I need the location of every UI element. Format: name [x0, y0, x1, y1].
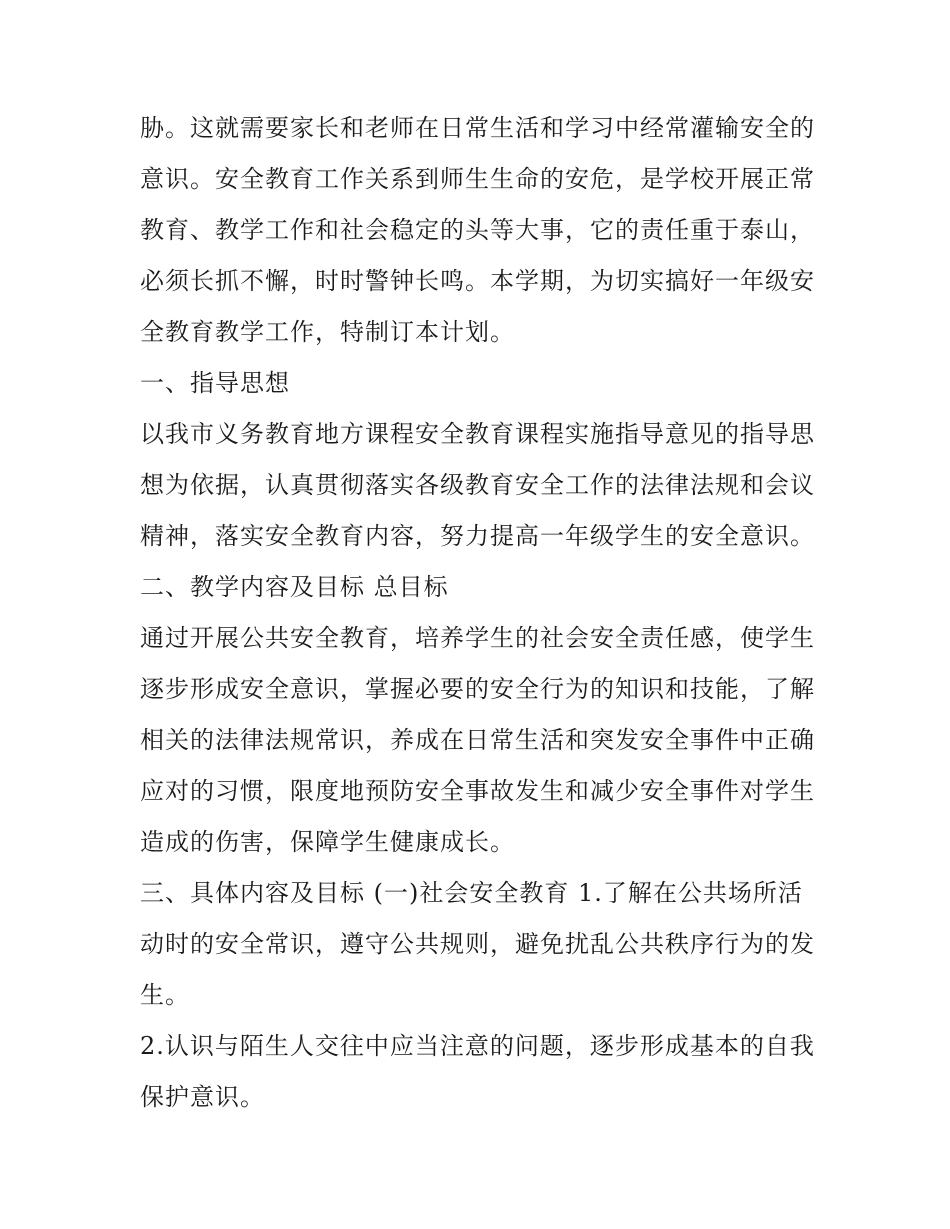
paragraph-guiding-ideology: 以我市义务教育地方课程安全教育课程实施指导意见的指导思想为依据，认真贯彻落实各级教育安全工作的法律法规和会议精神，落实安全教育内容，努力提高一年级学生的安全意识。 [140, 420, 815, 550]
paragraph-specific-content: 三、具体内容及目标 (一)社会安全教育 1.了解在公共场所活动时的安全常识，遵守公共规则，避免扰乱公共秩序行为的发生。 [140, 879, 815, 1009]
document-body [140, 103, 820, 1123]
paragraph-stranger-safety: 2.认识与陌生人交往中应当注意的问题，逐步形成基本的自我保护意识。 [140, 1032, 815, 1111]
paragraph-intro: 胁。这就需要家长和老师在日常生活和学习中经常灌输安全的意识。安全教育工作关系到师生生命的安危，是学校开展正常教育、教学工作和社会稳定的头等大事，它的责任重于泰山，必须长抓不懈，时时警钟长鸣。本学期，为切实搞好一年级安全教育教学工作，特制订本计划。 [140, 114, 815, 346]
heading-guiding-ideology: 一、指导思想 [140, 369, 290, 397]
heading-teaching-content: 二、教学内容及目标 总目标 [140, 573, 449, 601]
paragraph-overall-goals: 通过开展公共安全教育，培养学生的社会安全责任感，使学生逐步形成安全意识，掌握必要的安全行为的知识和技能，了解相关的法律法规常识，养成在日常生活和突发安全事件中正确应对的习惯，限度地预防安全事故发生和减少安全事件对学生造成的伤害，保障学生健康成长。 [140, 624, 815, 856]
